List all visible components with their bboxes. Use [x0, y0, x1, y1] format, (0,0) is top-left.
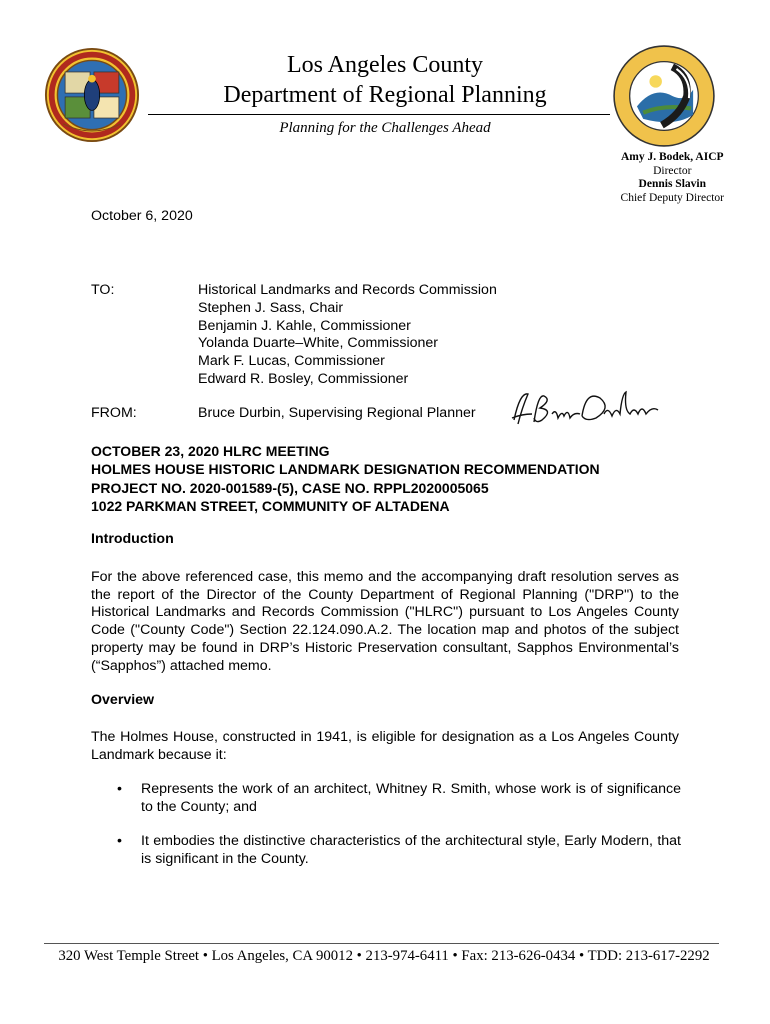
subject-line: HOLMES HOUSE HISTORIC LANDMARK DESIGNATION RECOMMENDATION	[91, 461, 600, 478]
subject-block	[91, 442, 600, 515]
recipient: Benjamin J. Kahle, Commissioner	[198, 317, 411, 334]
org-name-line1: Los Angeles County	[287, 52, 483, 78]
deputy-name: Dennis Slavin	[638, 178, 706, 191]
list-item	[91, 833, 681, 868]
to-label: TO:	[91, 282, 115, 298]
footer-divider	[44, 943, 719, 944]
deputy-title: Chief Deputy Director	[620, 191, 724, 204]
footer-address: 320 West Temple Street • Los Angeles, CA 90012 • 213-974-6411 • Fax: 213-626-0434 • TDD: 213-617-2292	[58, 948, 710, 964]
introduction-heading: Introduction	[91, 531, 174, 547]
bullet-icon: •	[117, 833, 122, 850]
to-recipients	[198, 282, 497, 389]
county-seal-logo	[44, 47, 140, 143]
tagline: Planning for the Challenges Ahead	[279, 120, 491, 136]
list-item-text: It embodies the distinctive characteristics of the architectural style, Early Modern, that is significant in the County.	[141, 833, 681, 868]
list-item	[91, 781, 681, 816]
recipient: Mark F. Lucas, Commissioner	[198, 353, 385, 370]
overview-paragraph: The Holmes House, constructed in 1941, is eligible for designation as a Los Angeles County Landmark because it:	[91, 729, 679, 763]
introduction-paragraph: For the above referenced case, this memo and the accompanying draft resolution serves as the report of the Director of the County Department of Regional Planning ("DRP") to the Historical Landmarks and Records Commission ("HLRC") pursuant to Los Angeles County Code ("County Code") Section 22.124.090.A.2. The location map and photos of the subject property may be found in DRP’s Historic Preservation consultant, Sapphos Environmental’s (“Sapphos”) attached memo.	[91, 569, 679, 674]
director-title: Director	[653, 164, 692, 177]
director-name: Amy J. Bodek, AICP	[620, 151, 724, 163]
bullet-icon: •	[117, 781, 122, 797]
memo-date: October 6, 2020	[91, 208, 193, 224]
signature	[508, 384, 668, 432]
recipient: Stephen J. Sass, Chair	[198, 299, 344, 316]
recipient: Yolanda Duarte–White, Commissioner	[198, 335, 438, 352]
from-value: Bruce Durbin, Supervising Regional Planner	[198, 405, 476, 421]
recipient: Historical Landmarks and Records Commission	[198, 282, 497, 298]
list-item-text: Represents the work of an architect, Whitney R. Smith, whose work is of significance to the County; and	[141, 781, 681, 815]
criteria-list	[91, 781, 681, 886]
subject-line: PROJECT NO. 2020-001589-(5), CASE NO. RPPL2020005065	[91, 479, 489, 496]
drp-seal-logo	[612, 44, 716, 148]
subject-line: OCTOBER 23, 2020 HLRC MEETING	[91, 443, 330, 459]
recipient: Edward R. Bosley, Commissioner	[198, 370, 409, 387]
org-name-line2: Department of Regional Planning	[223, 82, 547, 108]
subject-line: 1022 PARKMAN STREET, COMMUNITY OF ALTADENA	[91, 497, 450, 514]
overview-heading: Overview	[91, 692, 155, 708]
from-label: FROM:	[91, 405, 137, 421]
header-divider	[148, 114, 610, 115]
staff-block	[621, 151, 724, 205]
